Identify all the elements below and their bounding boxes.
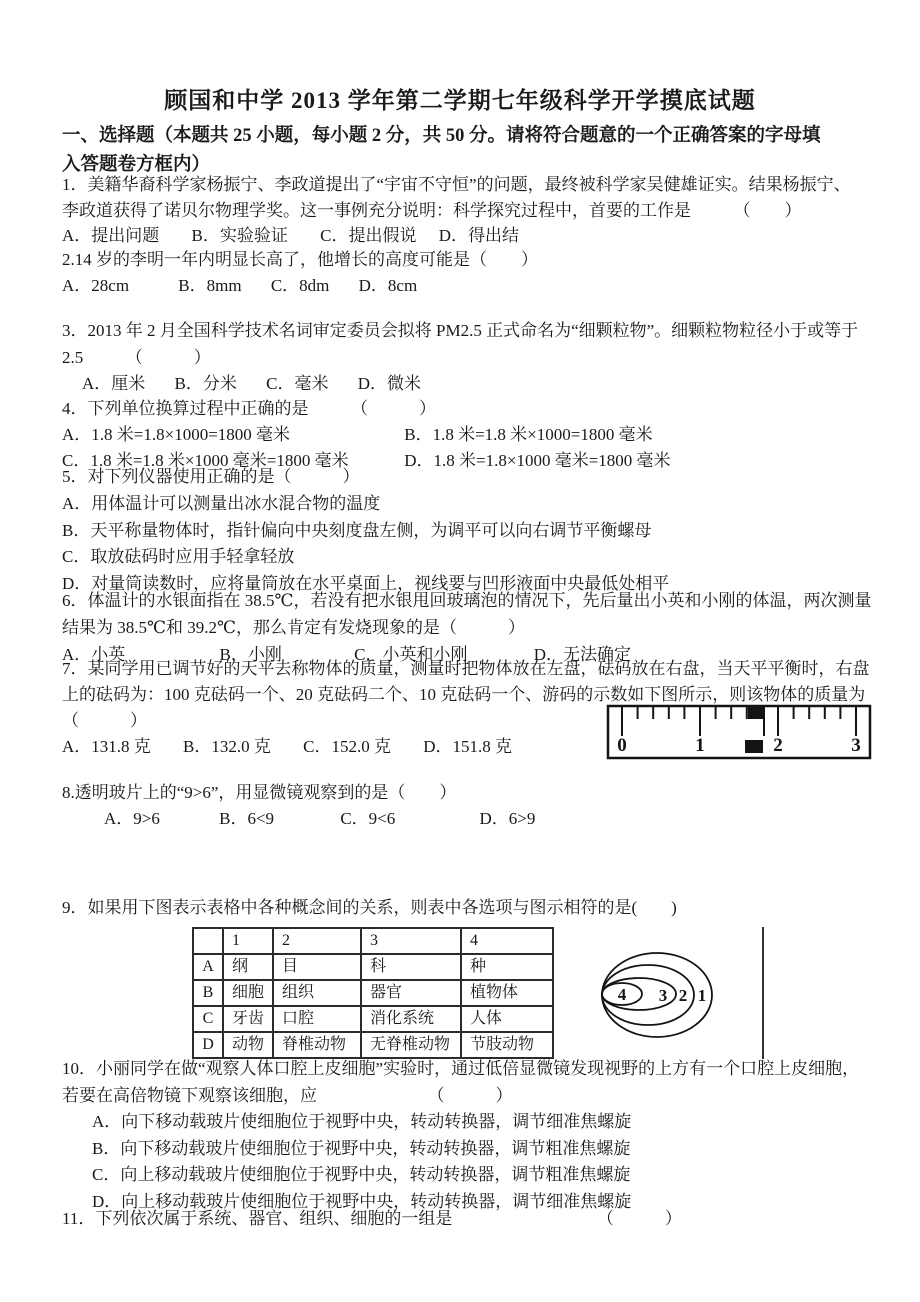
question-11-line-1: 11．下列依次属于系统、器官、组织、细胞的一组是 （ ） bbox=[62, 1209, 682, 1228]
question-10-line-2: 若要在高倍物镜下观察该细胞，应 （ ） bbox=[62, 1085, 513, 1105]
q6-option-a: A．小英 bbox=[62, 645, 126, 664]
question-8-options bbox=[104, 806, 535, 832]
scale-numbers bbox=[617, 735, 861, 756]
question-1-options bbox=[62, 223, 851, 249]
rider-marker-top bbox=[748, 706, 764, 719]
question-7-answer-blank: （ ） bbox=[62, 711, 147, 730]
question-2 bbox=[62, 247, 538, 299]
q3-option-c: C．毫米 bbox=[266, 374, 329, 393]
question-7-line-1: 7．某同学用已调节好的天平去称物体的质量，测量时把物体放在左盘，砝码放在右盘，当天平平衡时，右盘 bbox=[62, 659, 870, 678]
section-header-line-1: 一、选择题（本题共 25 小题，每小题 2 分，共 50 分。请将符合题意的一个正确答案的字母填 bbox=[62, 126, 821, 146]
table-cell: 纲 bbox=[223, 954, 273, 980]
nested-ellipses-diagram bbox=[554, 927, 764, 1059]
question-10-line-1: 10．小丽同学在做“观察人体口腔上皮细胞”实验时，通过低倍显微镜发现视野的上方有一个口腔上皮细胞， bbox=[62, 1059, 860, 1078]
question-8-line-1: 8.透明玻片上的“9>6”，用显微镜观察到的是（ ） bbox=[62, 783, 457, 802]
q3-option-d: D．微米 bbox=[357, 374, 421, 393]
table-cell: 节肢动物 bbox=[461, 1032, 553, 1058]
question-4-line-1: 4．下列单位换算过程中正确的是 （ ） bbox=[62, 399, 436, 418]
table-row bbox=[193, 954, 553, 980]
q5-option-b: B．天平称量物体时，指针偏向中央刻度盘左侧，为调平可以向右调节平衡螺母 bbox=[62, 520, 652, 540]
q6-option-c: C．小英和小刚 bbox=[354, 645, 468, 664]
table-header-row bbox=[193, 928, 553, 954]
q4-option-c: C．1.8 米=1.8 米×1000 毫米=1800 毫米 bbox=[62, 451, 349, 470]
q8-option-c: C．9<6 bbox=[340, 809, 396, 828]
question-5 bbox=[62, 464, 669, 598]
section-header-line-2: 入答题卷方框内） bbox=[62, 155, 211, 175]
q10-option-d: D．向上移动载玻片使细胞位于视野中央，转动转换器，调节细准焦螺旋 bbox=[92, 1191, 632, 1211]
table-cell: 人体 bbox=[461, 1006, 553, 1032]
q6-option-d: D．无法确定 bbox=[533, 645, 631, 664]
q5-option-a: A．用体温计可以测量出冰水混合物的温度 bbox=[62, 493, 381, 513]
concept-table bbox=[192, 927, 554, 1059]
table-cell: 动物 bbox=[223, 1032, 273, 1058]
table-cell: 4 bbox=[461, 928, 553, 954]
q2-option-a: A．28cm bbox=[62, 276, 130, 295]
table-cell: 1 bbox=[223, 928, 273, 954]
nested-ellipses-svg bbox=[554, 929, 762, 1057]
scale-label-3: 3 bbox=[851, 735, 861, 756]
q10-option-a: A．向下移动载玻片使细胞位于视野中央，转动转换器，调节细准焦螺旋 bbox=[92, 1112, 632, 1131]
table-cell: 细胞 bbox=[223, 980, 273, 1006]
scale-frame bbox=[608, 706, 870, 758]
question-4 bbox=[62, 396, 671, 474]
diagram-label-4: 4 bbox=[617, 985, 627, 1004]
table-cell: 脊椎动物 bbox=[273, 1032, 361, 1058]
table-cell: A bbox=[193, 954, 223, 980]
question-3-line-1: 3．2013 年 2 月全国科学技术名词审定委员会拟将 PM2.5 正式命名为“细颗粒物”。细颗粒物粒径小于或等于 bbox=[62, 321, 859, 340]
q1-option-a: A．提出问题 bbox=[62, 226, 160, 245]
question-3 bbox=[62, 318, 858, 398]
question-1 bbox=[62, 172, 851, 249]
question-1-line-2: 李政道获得了诺贝尔物理学奖。这一事例充分说明：科学探究过程中，首要的工作是 （ ） bbox=[62, 200, 802, 220]
diagram-label-1: 1 bbox=[697, 986, 707, 1005]
rider-scale-figure bbox=[606, 700, 874, 764]
question-2-line-1: 2.14 岁的李明一年内明显长高了，他增长的高度可能是（ ） bbox=[62, 250, 538, 269]
question-6-line-2: 结果为 38.5℃和 39.2℃，那么肯定有发烧现象的是（ ） bbox=[62, 618, 526, 637]
table-cell: 牙齿 bbox=[223, 1006, 273, 1032]
question-3-line-2: 2.5 （ ） bbox=[62, 347, 211, 367]
q1-option-b: B．实验验证 bbox=[191, 226, 288, 245]
q5-option-d: D．对量筒读数时，应将量筒放在水平桌面上，视线要与凹形液面中央最低处相平 bbox=[62, 574, 670, 594]
question-1-line-1: 1．美籍华裔科学家杨振宁、李政道提出了“宇宙不守恒”的问题，最终被科学家吴健雄证实。结果杨振宁、 bbox=[62, 175, 851, 194]
question-9-figure-row bbox=[192, 927, 764, 1059]
question-2-options bbox=[62, 273, 538, 299]
q8-option-b: B．6<9 bbox=[219, 809, 275, 828]
scale-label-1: 1 bbox=[695, 735, 705, 756]
table-cell: 植物体 bbox=[461, 980, 553, 1006]
table-cell bbox=[193, 928, 223, 954]
table-cell: C bbox=[193, 1006, 223, 1032]
question-9 bbox=[62, 896, 764, 1059]
rider-marker-bottom bbox=[745, 740, 763, 753]
q8-option-a: A．9>6 bbox=[104, 809, 160, 828]
q1-option-c: C．提出假说 bbox=[320, 226, 417, 245]
q1-option-d: D．得出结 bbox=[438, 226, 519, 245]
table-cell: D bbox=[193, 1032, 223, 1058]
question-11 bbox=[62, 1206, 682, 1232]
question-8 bbox=[62, 780, 535, 832]
question-4-options-row-1 bbox=[62, 422, 671, 448]
q3-option-b: B．分米 bbox=[174, 374, 237, 393]
diagram-label-2: 2 bbox=[678, 986, 688, 1005]
table-cell: 器官 bbox=[361, 980, 461, 1006]
question-6-line-1: 6．体温计的水银面指在 38.5℃，若没有把水银甩回玻璃泡的情况下，先后量出小英和小刚的体温，两次测量 bbox=[62, 591, 872, 610]
q2-option-d: D．8cm bbox=[358, 276, 418, 295]
q8-option-d: D．6>9 bbox=[479, 809, 536, 828]
table-cell: 口腔 bbox=[273, 1006, 361, 1032]
table-cell: 2 bbox=[273, 928, 361, 954]
table-row bbox=[193, 980, 553, 1006]
table-row bbox=[193, 1006, 553, 1032]
question-9-line-1: 9．如果用下图表示表格中各种概念间的关系，则表中各选项与图示相符的是( ) bbox=[62, 898, 677, 917]
diagram-label-3: 3 bbox=[658, 986, 668, 1005]
q4-option-b: B．1.8 米=1.8 米×1000=1800 毫米 bbox=[404, 425, 653, 444]
q6-option-b: B．小刚 bbox=[219, 645, 282, 664]
table-cell: 组织 bbox=[273, 980, 361, 1006]
q2-option-c: C．8dm bbox=[270, 276, 330, 295]
question-10 bbox=[62, 1056, 859, 1215]
q2-option-b: B．8mm bbox=[178, 276, 242, 295]
scale-label-0: 0 bbox=[617, 735, 627, 756]
q10-option-b: B．向下移动载玻片使细胞位于视野中央，转动转换器，调节粗准焦螺旋 bbox=[92, 1138, 631, 1158]
scale-ticks bbox=[622, 706, 856, 736]
q4-option-a: A．1.8 米=1.8×1000=1800 毫米 bbox=[62, 425, 291, 444]
table-cell: 消化系统 bbox=[361, 1006, 461, 1032]
table-cell: 目 bbox=[273, 954, 361, 980]
q7-option-c: C．152.0 克 bbox=[303, 737, 391, 756]
scale-label-2: 2 bbox=[773, 735, 783, 756]
q7-option-d: D．151.8 克 bbox=[423, 737, 512, 756]
paper-title: 顾国和中学 2013 学年第二学期七年级科学开学摸底试题 bbox=[164, 88, 756, 113]
table-cell: 3 bbox=[361, 928, 461, 954]
question-7-line-2: 上的砝码为：100 克砝码一个、20 克砝码二个、10 克砝码一个、游码的示数如下图所示，则该物体的质量为 bbox=[62, 685, 866, 704]
q5-option-c: C．取放砝码时应用手轻拿轻放 bbox=[62, 547, 295, 567]
q10-option-c: C．向上移动载玻片使细胞位于视野中央，转动转换器，调节粗准焦螺旋 bbox=[92, 1165, 631, 1184]
table-cell: 无脊椎动物 bbox=[361, 1032, 461, 1058]
table-cell: 种 bbox=[461, 954, 553, 980]
q7-option-a: A．131.8 克 bbox=[62, 737, 151, 756]
table-cell: B bbox=[193, 980, 223, 1006]
q7-option-b: B．132.0 克 bbox=[183, 737, 271, 756]
q3-option-a: A．厘米 bbox=[82, 374, 146, 393]
table-row bbox=[193, 1032, 553, 1058]
question-5-line-1: 5．对下列仪器使用正确的是（ ） bbox=[62, 467, 360, 486]
q4-option-d: D．1.8 米=1.8×1000 毫米=1800 毫米 bbox=[404, 451, 671, 470]
table-cell: 科 bbox=[361, 954, 461, 980]
question-3-options bbox=[82, 371, 858, 398]
